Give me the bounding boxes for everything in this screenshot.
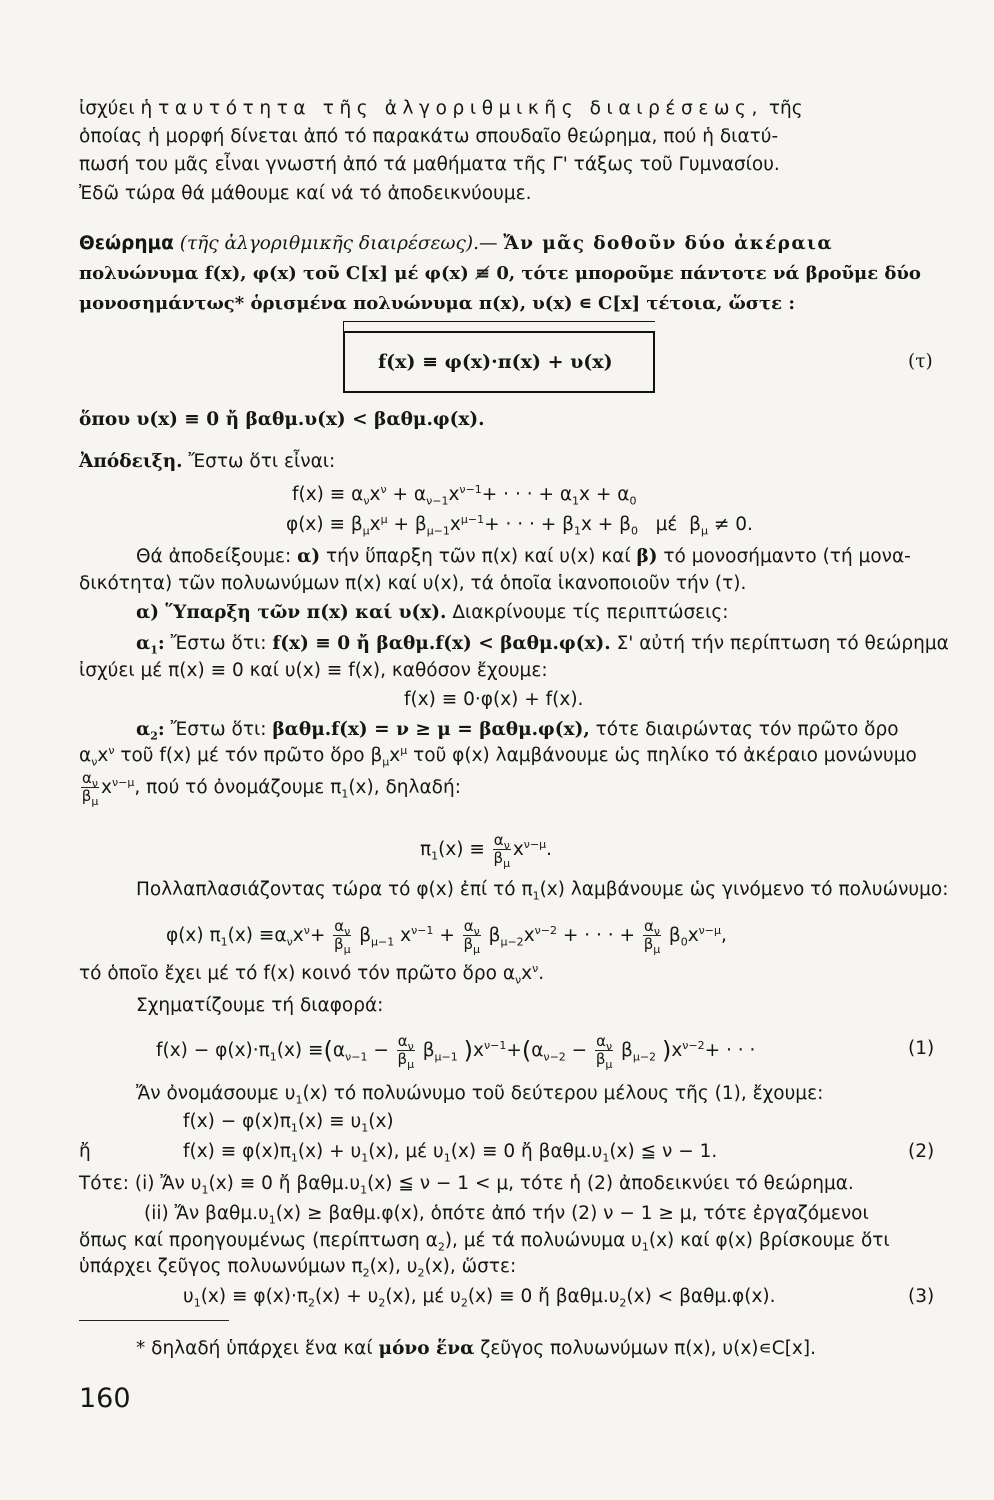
case-ii-line-2: ὅπως καί προηγουμένως (περίπτωση $\alpha_2$), μέ τά πολυώνυμα $\upsilon_1(x)$ καί φ(x) βρίσκουμε ὅτι <box>79 1230 890 1254</box>
intro-text: τῆς <box>768 98 803 119</box>
fraction: $\frac{\alpha_\nu}{\beta_\mu}$ <box>595 1032 613 1071</box>
term: $x^{\nu-2}+$ · · · <box>671 1038 756 1061</box>
proof-goal-line-1 <box>136 545 911 569</box>
proof-label: Ἀπόδειξη. <box>79 451 183 472</box>
case-i-line: Τότε: (i) Ἄν $\upsilon_1(x) \equiv 0$ ἤ $\beta\alpha\theta\mu.\upsilon_1(x)$ ≦ ν − 1 < μ, τότε ἡ (2) ἀποδεικνύει τό θεώρημα. <box>79 1173 854 1197</box>
intro-line-1 <box>79 97 803 121</box>
equation-2: $f(x) \equiv \varphi(x)\pi_1(x) + \upsilon_1(x)$, μέ $\upsilon_1(x) \equiv 0$ ἤ $\beta\alpha\theta\mu.\upsilon_1(x)$ ≦ ν − 1. <box>183 1141 718 1165</box>
fraction: $\frac{\alpha_\nu}{\beta_\mu}$ <box>493 831 511 870</box>
theorem-line-2: πολυώνυμα f(x), φ(x) τοῦ C[x] μέ φ(x) ≢ 0, τότε μποροῦμε πάντοτε νά βροῦμε δύο <box>79 263 921 284</box>
theorem-line-3: μονοσημάντως* ὁρισμένα πολυώνυμα π(x), υ(x) ∊ C[x] τέτοια, ὥστε : <box>79 293 796 314</box>
theorem-label: Θεώρημα <box>79 233 174 254</box>
poly-phi: $\varphi(x) \equiv \beta_\mu x^\mu + \beta_{\mu-1}x^{\mu-1}+$ · · · + $\beta_1x + \beta_0$ μέ $\beta_\mu \ne 0$. <box>286 512 753 538</box>
theorem-line-1 <box>79 232 833 256</box>
case-a2-line-3 <box>79 769 461 808</box>
term: $\beta_0x^{\nu-\mu}$, <box>668 923 727 949</box>
common-term-line: τό ὁποῖο ἔχει μέ τό f(x) κοινό τόν πρῶτο ὅρο $\alpha_\nu x^\nu$. <box>79 961 545 987</box>
case-ii-line-3: ὑπάρχει ζεῦγος πολυωνύμων $\pi_2(x)$, $\upsilon_2(x)$, ὥστε: <box>79 1256 517 1280</box>
proof-text: Ἔστω ὅτι εἶναι: <box>188 451 336 472</box>
pi1-power: $x^{\nu-\mu}$. <box>512 837 553 860</box>
footnote <box>136 1337 816 1361</box>
pi1-lhs: $\pi_1(x)$ ≡ <box>420 838 485 863</box>
footnote-star: * <box>136 1338 146 1359</box>
footnote-text: ζεῦγος πολυωνύμων π(x), υ(x)∊C[x]. <box>480 1338 816 1359</box>
difference-line: Σχηματίζουμε τή διαφορά: <box>136 995 384 1016</box>
case-text: τότε διαιρώντας τόν πρῶτο ὅρο <box>595 719 899 740</box>
equation-3: $\upsilon_1(x) \equiv \varphi(x)\cdot\pi_2(x) + \upsilon_2(x)$, μέ $\upsilon_2(x) \equiv 0$ ἤ $\beta\alpha\theta\mu.\upsilon_2(x) < \beta\alpha\theta\mu.\varphi(x)$. <box>183 1286 776 1310</box>
identity-tag: (τ) <box>908 351 933 372</box>
intro-line-4: Ἐδῶ τώρα θά μάθουμε καί νά τό ἀποδεικνύουμε. <box>79 183 532 204</box>
case-a2-condition: βαθμ.f(x) = ν ≥ μ = βαθμ.φ(x), <box>272 719 590 740</box>
intro-text: ἰσχύει ἡ <box>79 98 153 119</box>
intro-spaced-text: ταυτότητα τῆς ἀλγοριθμικῆς διαιρέσεως, <box>158 98 763 119</box>
case-a1-condition: f(x) ≡ 0 ἤ βαθμ.f(x) < βαθμ.φ(x). <box>272 633 611 654</box>
case-text: $x^{\nu-\mu}$, πού τό ὀνομάζουμε $\pi_1(x)$, δηλαδή: <box>101 775 461 801</box>
case-a1-label: $\alpha_1$: <box>136 633 165 657</box>
term: $\alpha_{\nu-2}$ − <box>531 1039 588 1064</box>
footnote-emphasis: μόνο ἕνα <box>378 1338 475 1359</box>
proof-line-1 <box>79 450 335 474</box>
identity-formula: f(x) ≡ φ(x)·π(x) + υ(x) <box>378 351 613 373</box>
theorem-condition: ὅπου υ(x) ≡ 0 ἤ βαθμ.υ(x) < βαθμ.φ(x). <box>79 409 485 430</box>
case-text: Ἔστω ὅτι: <box>170 633 267 654</box>
mark-a: α) <box>297 546 321 567</box>
section-a-heading <box>136 601 729 625</box>
equation-number-2: (2) <box>908 1141 935 1162</box>
proof-goal-line-2: δικότητα) τῶν πολυωνύμων π(x) καί υ(x), τά ὁποῖα ἱκανοποιοῦν τήν (τ). <box>79 573 747 594</box>
case-a2-label: $\alpha_2$: <box>136 719 165 743</box>
equation-number-3: (3) <box>908 1286 935 1307</box>
case-a2-line-2: $\alpha_\nu x^\nu$ τοῦ f(x) μέ τόν πρῶτο ὅρο $\beta_\mu x^\mu$ τοῦ φ(x) λαμβάνουμε ὡς πηλίκο τό ἀκέραιο μονώνυμο <box>79 743 917 769</box>
equation-number-1: (1) <box>908 1038 935 1059</box>
footnote-rule <box>79 1320 229 1321</box>
fraction: $\frac{\alpha_\nu}{\beta_\mu}$ <box>463 917 481 956</box>
case-text: Ἔστω ὅτι: <box>170 719 267 740</box>
case-ii-line-1: (ii) Ἄν $\beta\alpha\theta\mu.\upsilon_1(x) \ge \beta\alpha\theta\mu.\varphi(x)$, ὁπότε ἀπό τήν (2) ν − 1 ≥ μ, τότε ἐργαζόμενοι <box>144 1203 869 1227</box>
term: $\alpha_{\nu-1}$ − <box>332 1039 389 1064</box>
term: $\beta_{\mu-1}$ $x^{\nu-1}$ + <box>359 923 455 949</box>
pi1-definition <box>420 831 553 870</box>
term: $\beta_{\mu-2}$ <box>621 1039 657 1064</box>
fraction: $\frac{\alpha_\nu}{\beta_\mu}$ <box>397 1032 415 1071</box>
or-word: ἤ <box>79 1141 91 1162</box>
proof-text: τήν ὕπαρξη τῶν π(x) καί υ(x) καί <box>326 546 631 567</box>
section-a-text: Διακρίνουμε τίς περιπτώσεις: <box>452 602 729 623</box>
term: $\beta_{\mu-2}x^{\nu-2}$ + · · · + <box>488 923 636 949</box>
mark-b: β) <box>636 546 658 567</box>
phi-pi1-expansion <box>166 917 727 956</box>
fraction: $\frac{\alpha_\nu}{\beta_\mu}$ <box>643 917 661 956</box>
fraction: $\frac{\alpha_\nu}{\beta_\mu}$ <box>333 917 351 956</box>
u1-definition: $f(x) - \varphi(x)\pi_1(x) \equiv \upsilon_1(x)$ <box>183 1111 394 1135</box>
theorem-subtitle: (τῆς ἀλγοριθμικῆς διαιρέσεως).— <box>179 233 498 254</box>
proof-text: Θά ἀποδείξουμε: <box>136 546 292 567</box>
naming-line: Ἄν ὀνομάσουμε $\upsilon_1(x)$ τό πολυώνυμο τοῦ δεύτερου μέλους τῆς (1), ἔχουμε: <box>136 1083 824 1107</box>
poly-f: $f(x) \equiv \alpha_\nu x^\nu + \alpha_{\nu-1}x^{\nu-1}+$ · · · + $\alpha_1x + \alpha_0$ <box>292 482 637 508</box>
case-text: Σ' αὐτή τήν περίπτωση τό θεώρημα <box>616 633 949 654</box>
fraction: $\frac{\alpha_\nu}{\beta_\mu}$ <box>81 769 99 808</box>
intro-line-2: ὁποίας ἡ μορφή δίνεται ἀπό τό παρακάτω σπουδαῖο θεώρημα, πού ἡ διατύ- <box>79 126 779 147</box>
case-a1-line-1 <box>136 632 949 656</box>
footnote-text: δηλαδή ὑπάρχει ἕνα καί <box>151 1338 373 1359</box>
equation-1: $f(x) - \varphi(x)\cdot\pi_1(x) \equiv(\alpha_{\nu-1}$ − $\frac{\alpha_\nu}{\beta_\mu}$ $\beta_{\mu-1}$ )$x^{\nu-1}+(\alpha_{\nu-2}$ − $\frac{\alpha_\nu}{\beta_\mu}$ $\beta_{\mu-2}$ )$x^{\nu-2}+$ · · · <box>156 1032 756 1071</box>
term: $x^{\nu-1}+$ <box>473 1038 522 1061</box>
theorem-text: Ἄν μᾶς δοθοῦν δύο ἀκέραια <box>503 233 834 254</box>
term: φ(x) $\pi_1(x) \equiv\alpha_\nu x^\nu+$ <box>166 923 326 949</box>
term: $\beta_{\mu-1}$ <box>422 1039 458 1064</box>
term: $f(x) - \varphi(x)\cdot\pi_1(x)$ ≡ <box>156 1039 324 1064</box>
case-a1-equation: f(x) ≡ 0·φ(x) + f(x). <box>404 689 584 710</box>
intro-line-3: πωσή του μᾶς εἶναι γνωστή ἀπό τά μαθήματα τῆς Γ' τάξως τοῦ Γυμνασίου. <box>79 154 780 175</box>
multiply-line: Πολλαπλασιάζοντας τώρα τό φ(x) ἐπί τό $\pi_1(x)$ λαμβάνουμε ὡς γινόμενο τό πολυώνυμο: <box>136 879 949 903</box>
page-number: 160 <box>79 1383 131 1414</box>
case-a1-line-2: ἰσχύει μέ π(x) ≡ 0 καί υ(x) ≡ f(x), καθόσον ἔχουμε: <box>79 660 548 681</box>
section-a-title: α) Ὕπαρξη τῶν π(x) καί υ(x). <box>136 602 447 623</box>
case-a2-line-1 <box>136 718 899 742</box>
box-top-rule <box>343 321 655 322</box>
proof-text: τό μονοσήμαντο (τή μονα- <box>663 546 911 567</box>
